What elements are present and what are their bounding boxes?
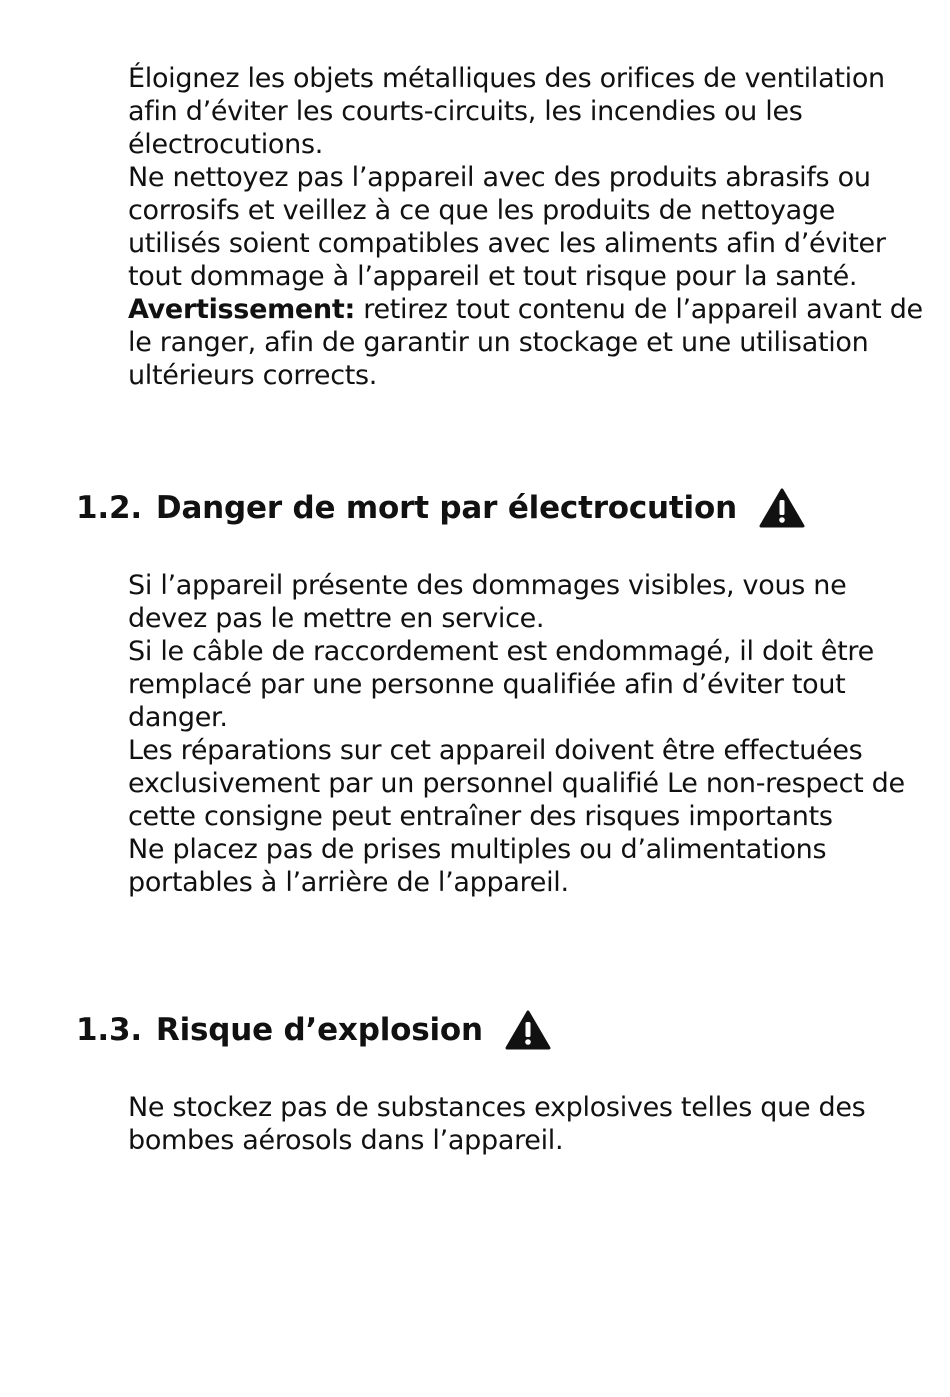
electrocution-paragraph-repairs: Les réparations sur cet appareil doivent être effectuées exclusivement par un personnel qualifié Le non-respect de cette consigne peut entraîner des risques importants — [128, 735, 905, 832]
section-number: 1.2. — [76, 490, 142, 526]
intro-paragraph-cleaning: Ne nettoyez pas l’appareil avec des produits abrasifs ou corrosifs et veillez à ce que les produits de nettoyage utilisés soient compatibles avec les aliments afin d’éviter tout dommage à l’appareil et tout risque pour la santé. — [128, 162, 886, 292]
intro-section — [128, 62, 928, 392]
section-heading-electrocution — [76, 488, 805, 528]
electrocution-paragraph-sockets: Ne placez pas de prises multiples ou d’alimentations portables à l’arrière de l’appareil. — [128, 834, 827, 898]
intro-paragraph-ventilation: Éloignez les objets métalliques des orifices de ventilation afin d’éviter les courts-circuits, les incendies ou les électrocutions. — [128, 63, 885, 160]
electrocution-section-body — [128, 569, 928, 899]
warning-triangle-icon — [505, 1010, 551, 1050]
section-number: 1.3. — [76, 1012, 142, 1048]
explosion-section-body — [128, 1091, 928, 1157]
warning-label: Avertissement: — [128, 294, 355, 325]
explosion-paragraph-aerosols: Ne stockez pas de substances explosives telles que des bombes aérosols dans l’appareil. — [128, 1092, 866, 1156]
warning-text: retirez tout contenu de l’appareil avant de le ranger, afin de garantir un stockage et une utilisation ultérieurs corrects. — [128, 294, 923, 391]
electrocution-paragraph-cable: Si le câble de raccordement est endommagé, il doit être remplacé par une personne qualifiée afin d’éviter tout danger. — [128, 636, 874, 733]
section-heading-explosion — [76, 1010, 551, 1050]
section-title: Danger de mort par électrocution — [155, 490, 737, 526]
warning-triangle-icon — [759, 488, 805, 528]
intro-paragraph-warning — [128, 293, 928, 392]
section-title: Risque d’explosion — [155, 1012, 483, 1048]
electrocution-paragraph-damage: Si l’appareil présente des dommages visibles, vous ne devez pas le mettre en service. — [128, 570, 847, 634]
